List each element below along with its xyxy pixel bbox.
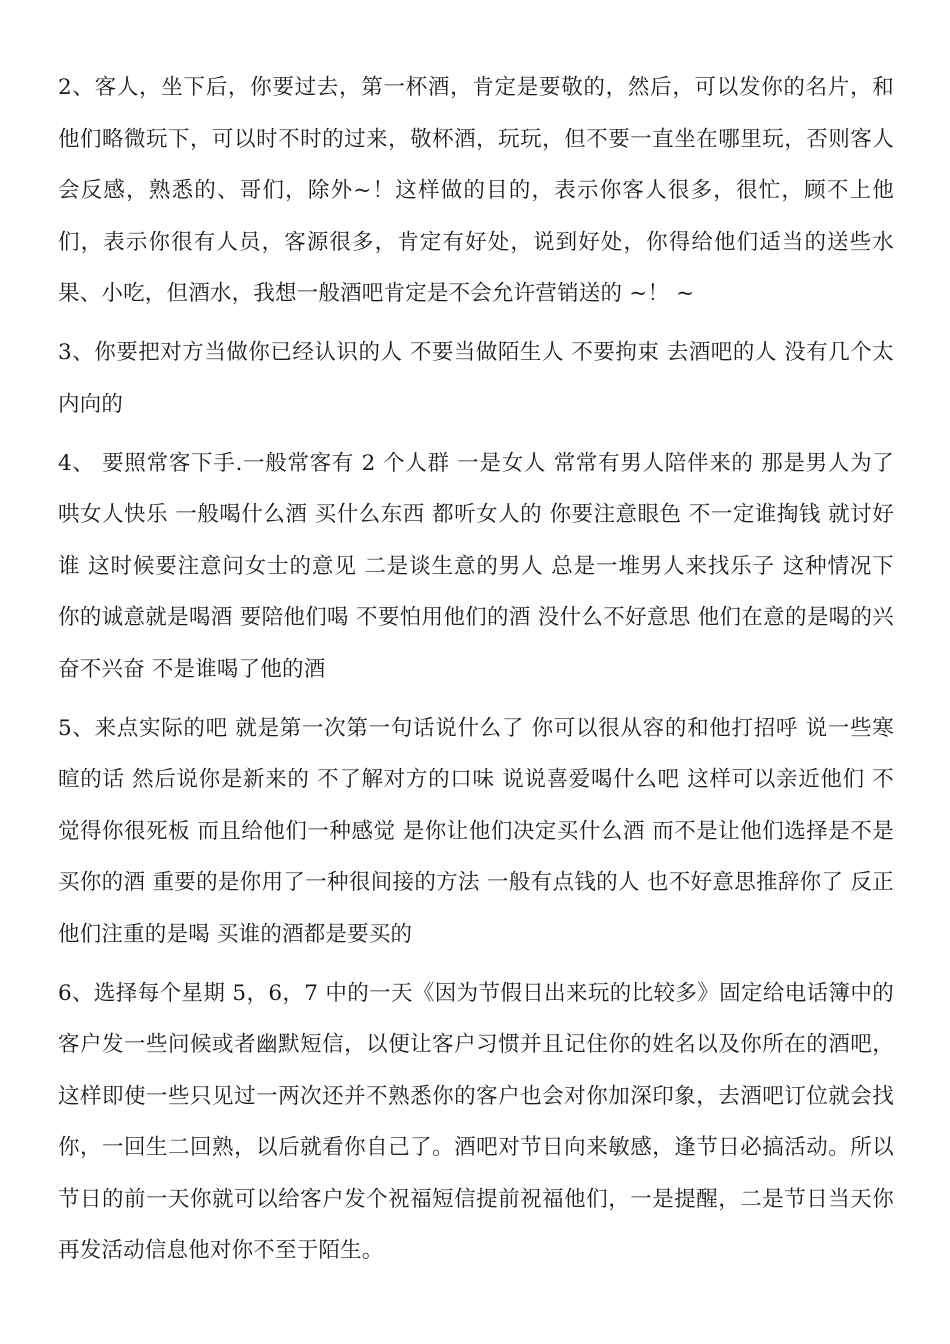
paragraph-4: 4、 要照常客下手.一般常客有 2 个人群 一是女人 常常有男人陪伴来的 那是男人为了哄女人快乐 一般喝什么酒 买什么东西 都听女人的 你要注意眼色 不一定谁掏钱 就讨好谁 这时候要注意问女士的意见 二是谈生意的男人 总是一堆男人来找乐子 这种情况下 你的诚意就是喝酒 要陪他们喝 不要怕用他们的酒 没什么不好意思 他们在意的是喝的兴奋不兴奋 不是谁喝了他的酒 [58,450,894,682]
paragraph-3: 3、你要把对方当做你已经认识的人 不要当做陌生人 不要拘束 去酒吧的人 没有几个太内向的 [58,340,894,417]
document-body [58,62,894,1284]
paragraph-5: 5、来点实际的吧 就是第一次第一句话说什么了 你可以很从容的和他打招呼 说一些寒暄的话 然后说你是新来的 不了解对方的口味 说说喜爱喝什么吧 这样可以亲近他们 不觉得你很死板 而且给他们一种感觉 是你让他们决定买什么酒 而不是让他们选择是不是买你的酒 重要的是你用了一种很间接的方法 一般有点钱的人 也不好意思推辞你了 反正他们注重的是喝 买谁的酒都是要买的 [58,715,894,947]
paragraph-6: 6、选择每个星期 5，6，7 中的一天《因为节假日出来玩的比较多》固定给电话簿中的客户发一些问候或者幽默短信，以便让客户习惯并且记住你的姓名以及你所在的酒吧，这样即使一些只见过一两次还并不熟悉你的客户也会对你加深印象，去酒吧订位就会找你，一回生二回熟，以后就看你自己了。酒吧对节日向来敏感，逢节日必搞活动。所以节日的前一天你就可以给客户发个祝福短信提前祝福他们，一是提醒，二是节日当天你再发活动信息他对你不至于陌生。 [58,980,894,1263]
paragraph-2: 2、客人，坐下后，你要过去，第一杯酒，肯定是要敬的，然后，可以发你的名片，和他们略微玩下，可以时不时的过来，敬杯酒，玩玩，但不要一直坐在哪里玩，否则客人会反感，熟悉的、哥们，除外~！这样做的目的，表示你客人很多，很忙，顾不上他们，表示你很有人员，客源很多，肯定有好处，说到好处，你得给他们适当的送些水果、小吃，但酒水，我想一般酒吧肯定是不会允许营销送的 ~！ ~ [58,75,894,306]
